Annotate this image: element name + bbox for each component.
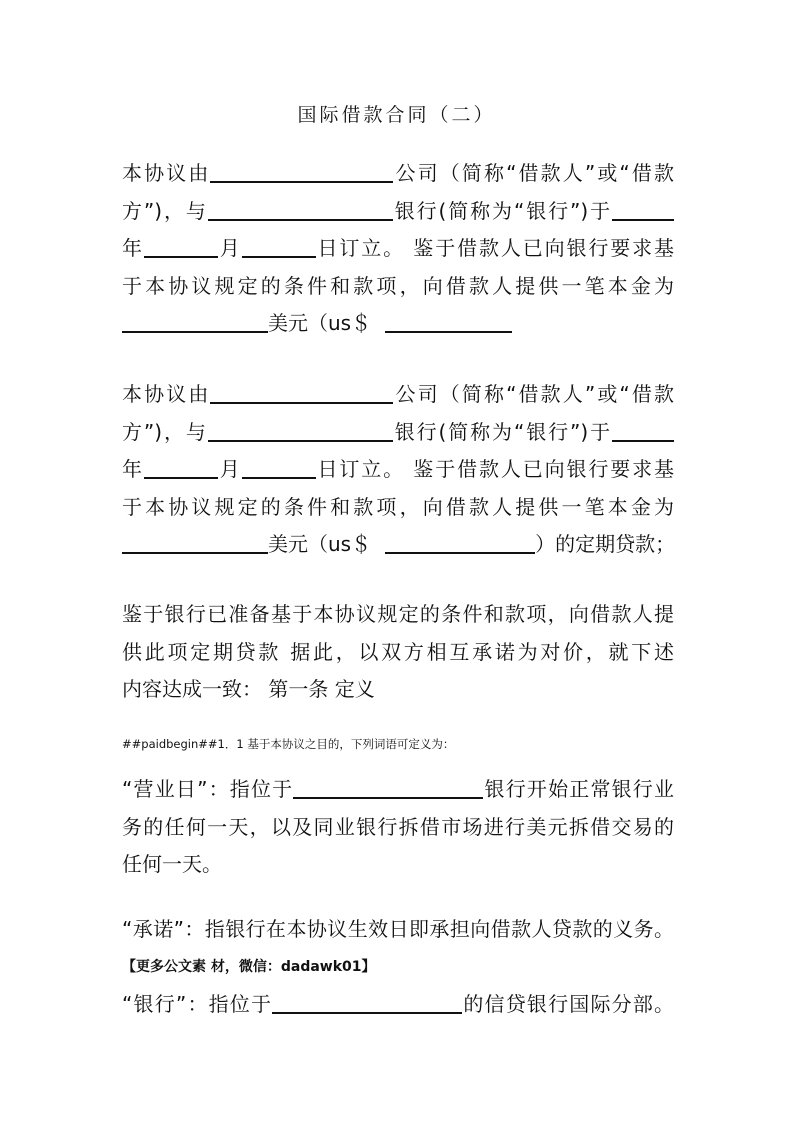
line: 任何一天。: [122, 852, 222, 876]
line: [122, 771, 674, 809]
line: [122, 376, 674, 414]
line: 务的任何一天，以及同业银行拆借市场进行美元拆借交易的: [122, 814, 674, 839]
text: 本协议由: [122, 382, 211, 406]
blank-usd: [385, 532, 535, 554]
paragraph-2: [122, 376, 674, 564]
blank-year: [612, 420, 674, 442]
text: “营业日”：指位于: [122, 777, 294, 801]
blank-usd: [385, 311, 512, 333]
line: 内容达成一致： 第一条 定义: [122, 677, 375, 701]
line: 鉴于银行已准备基于本协议规定的条件和款项，向借款人提: [122, 602, 674, 626]
text: 银行开始正常银行业: [483, 777, 674, 801]
line: [122, 305, 674, 343]
blank-company: [210, 382, 393, 404]
text: 年: [122, 236, 144, 260]
paragraph-3: [122, 596, 674, 709]
text: 银行(简称为“银行”)于: [392, 419, 612, 444]
line: [122, 414, 674, 452]
blank-location: [293, 777, 483, 799]
line: 供此项定期贷款 据此，以双方相互承诺为对价，就下述: [122, 639, 674, 664]
paragraph-6: [122, 986, 674, 1024]
line: 于本协议规定的条件和款项，向借款人提供一笔本金为: [122, 494, 674, 519]
text: 美元（us＄: [268, 532, 372, 556]
paragraph-1: [122, 155, 674, 343]
text: 日订立。 鉴于借款人已向银行要求基: [315, 236, 675, 260]
line: [122, 451, 674, 489]
paragraph-5: [122, 911, 674, 949]
text: 日订立。 鉴于借款人已向银行要求基: [315, 457, 675, 481]
text: 美元（us＄: [268, 311, 372, 335]
blank-bank: [208, 199, 393, 221]
blank-month: [144, 457, 218, 479]
text: 方”)，与: [122, 419, 208, 444]
blank-month: [144, 236, 218, 258]
paragraph-4: [122, 771, 674, 884]
line: [122, 986, 674, 1024]
line: [122, 193, 674, 231]
text: ）的定期贷款；: [535, 532, 676, 556]
blank-day: [242, 236, 316, 258]
text: 公司（简称“借款人”或“借款: [393, 161, 675, 185]
blank-year: [612, 199, 674, 221]
text: 银行(简称为“银行”)于: [392, 198, 612, 223]
text: “银行”：指位于: [122, 992, 273, 1016]
text: 月: [217, 457, 242, 481]
line: [122, 526, 674, 564]
blank-amount: [122, 532, 268, 554]
line: [122, 155, 674, 193]
text: 方”)，与: [122, 198, 208, 223]
text: 月: [217, 236, 242, 260]
blank-amount: [122, 311, 268, 333]
line: 于本协议规定的条件和款项，向借款人提供一笔本金为: [122, 273, 674, 298]
section-note: ##paidbegin##1．1 基于本协议之目的，下列词语可定义为：: [122, 737, 455, 751]
blank-day: [242, 457, 316, 479]
promo-text: 【更多公文素 材，微信：dadawk01】: [122, 959, 376, 975]
blank-location: [272, 992, 462, 1014]
blank-bank: [208, 420, 393, 442]
text: 公司（简称“借款人”或“借款: [393, 382, 675, 406]
text: 本协议由: [122, 161, 211, 185]
line: “承诺”：指银行在本协议生效日即承担向借款人贷款的义务。: [122, 917, 674, 941]
blank-company: [210, 161, 393, 183]
text: 年: [122, 457, 144, 481]
text: 的信贷银行国际分部。: [462, 992, 675, 1016]
line: [122, 230, 674, 268]
document-title: 国际借款合同（二）: [297, 104, 496, 126]
